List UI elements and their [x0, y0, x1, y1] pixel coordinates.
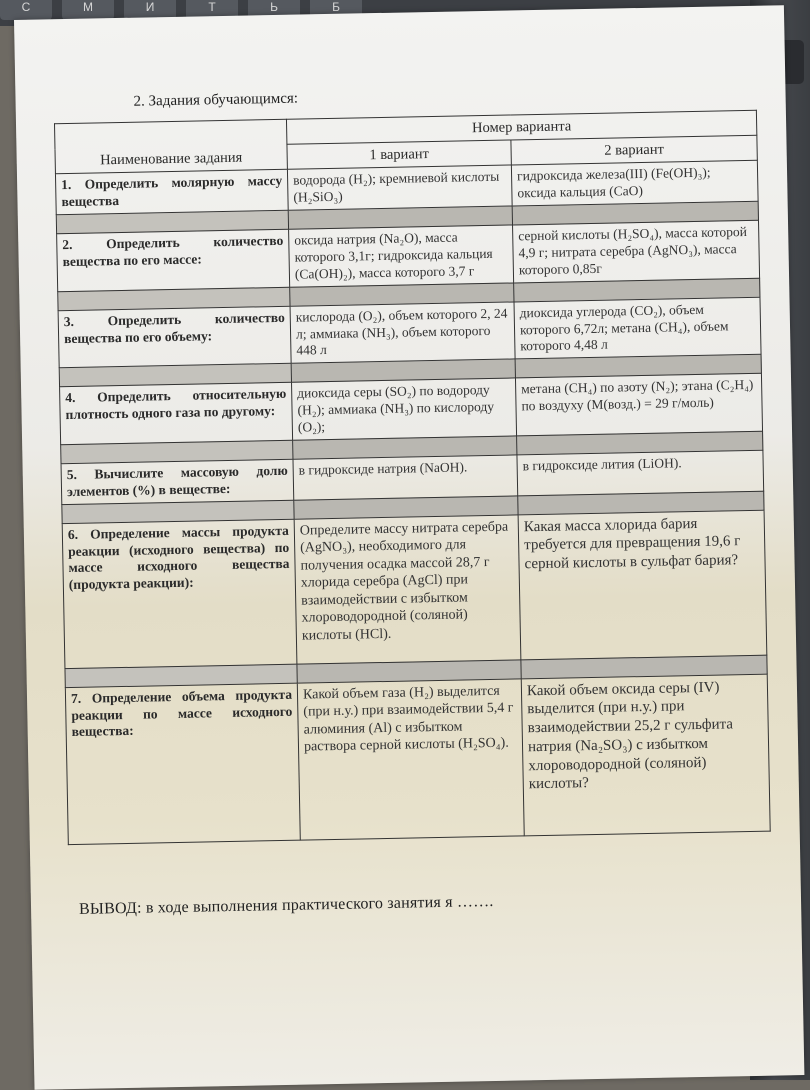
task-cell: 3. Определить количество вещества по его объему: — [58, 306, 291, 368]
keyboard-key: С — [0, 0, 52, 20]
task-cell: 4. Определить относительную плотность одного газа по другому: — [60, 382, 293, 444]
tasks-table — [54, 110, 771, 845]
variant2-cell: метана (CH₄) по азоту (N₂); этана (C₂H₄) по воздуху (M(возд.) = 29 г/моль) — [515, 373, 762, 435]
variant1-cell: кислорода (O₂), объем которого 2, 24 л; аммиака (NH₃), объем которого 448 л — [290, 302, 515, 364]
task-cell: 2. Определить количество вещества по его массе: — [57, 229, 290, 291]
variant2-cell: Какой объем оксида серы (IV) выделится (при н.у.) при взаимодействии 25,2 г сульфита натрия (Na₂SO₃) с избытком хлороводородной (соляной) кислоты? — [521, 674, 770, 836]
task-cell: 6. Определение массы продукта реакции (исходного вещества) по массе исходного вещества (продукта реакции): — [62, 519, 297, 668]
variant1-cell: диоксида серы (SO₂) по водороду (H₂); аммиака (NH₃) по кислороду (O₂); — [292, 378, 517, 440]
header-variant2: 2 вариант — [511, 135, 757, 165]
task-cell: 5. Вычислите массовую долю элементов (%) в веществе: — [61, 459, 294, 504]
variant1-cell: водорода (H₂); кремниевой кислоты (H₂SiO₃) — [287, 165, 512, 210]
keyboard-key: Б — [310, 0, 362, 20]
worksheet-paper — [14, 5, 804, 1090]
variant1-cell: в гидроксиде натрия (NaOH). — [293, 455, 518, 500]
header-task-name: Наименование задания — [54, 119, 287, 174]
header-variant-number: Номер варианта — [286, 110, 756, 144]
task-cell: 1. Определить молярную массу вещества — [55, 170, 288, 215]
header-variant1: 1 вариант — [287, 140, 511, 169]
keyboard-key: М — [62, 0, 114, 20]
variant2-cell: серной кислоты (H₂SO₄), масса которой 4,9 г; нитрата серебра (AgNO₃), масса которого 0,85г — [513, 220, 760, 282]
table-row — [62, 510, 767, 668]
variant2-cell: гидроксида железа(III) (Fe(OH)₃); оксида кальция (CaO) — [511, 161, 758, 206]
conclusion-text: ВЫВОД: в ходе выполнения практического занятия я ……. — [78, 892, 494, 918]
section-title: 2. Задания обучающимся: — [133, 90, 299, 110]
variant2-cell: Какая масса хлорида бария требуется для превращения 19,6 г серной кислоты в сульфат бария? — [518, 510, 767, 660]
task-cell: 7. Определение объема продукта реакции по массе исходного вещества: — [65, 683, 300, 844]
variant1-cell: оксида натрия (Na₂O), масса которого 3,1г; гидроксида кальция (Ca(OH)₂), масса которого 3,7 г — [289, 225, 514, 287]
table-row — [65, 674, 770, 844]
keyboard-key: И — [124, 0, 176, 20]
variant1-cell: Определите массу нитрата серебра (AgNO₃), необходимого для получения осадка массой 28,7 г хлорида серебра (AgCl) при взаимодействии с избытком хлороводородной (соляной) кислоты (HCl). — [294, 515, 521, 664]
variant2-cell: диоксида углерода (CO₂), объем которого 6,72л; метана (CH₄), объем которого 4,48 л — [514, 297, 761, 359]
variant2-cell: в гидроксиде лития (LiOH). — [517, 450, 764, 495]
keyboard-key: Т — [186, 0, 238, 20]
keyboard-key: Ь — [248, 0, 300, 20]
variant1-cell: Какой объем газа (H₂) выделится (при н.у.) при взаимодействии 5,4 г алюминия (Al) с избытком раствора серной кислоты (H₂SO₄). — [297, 679, 524, 840]
